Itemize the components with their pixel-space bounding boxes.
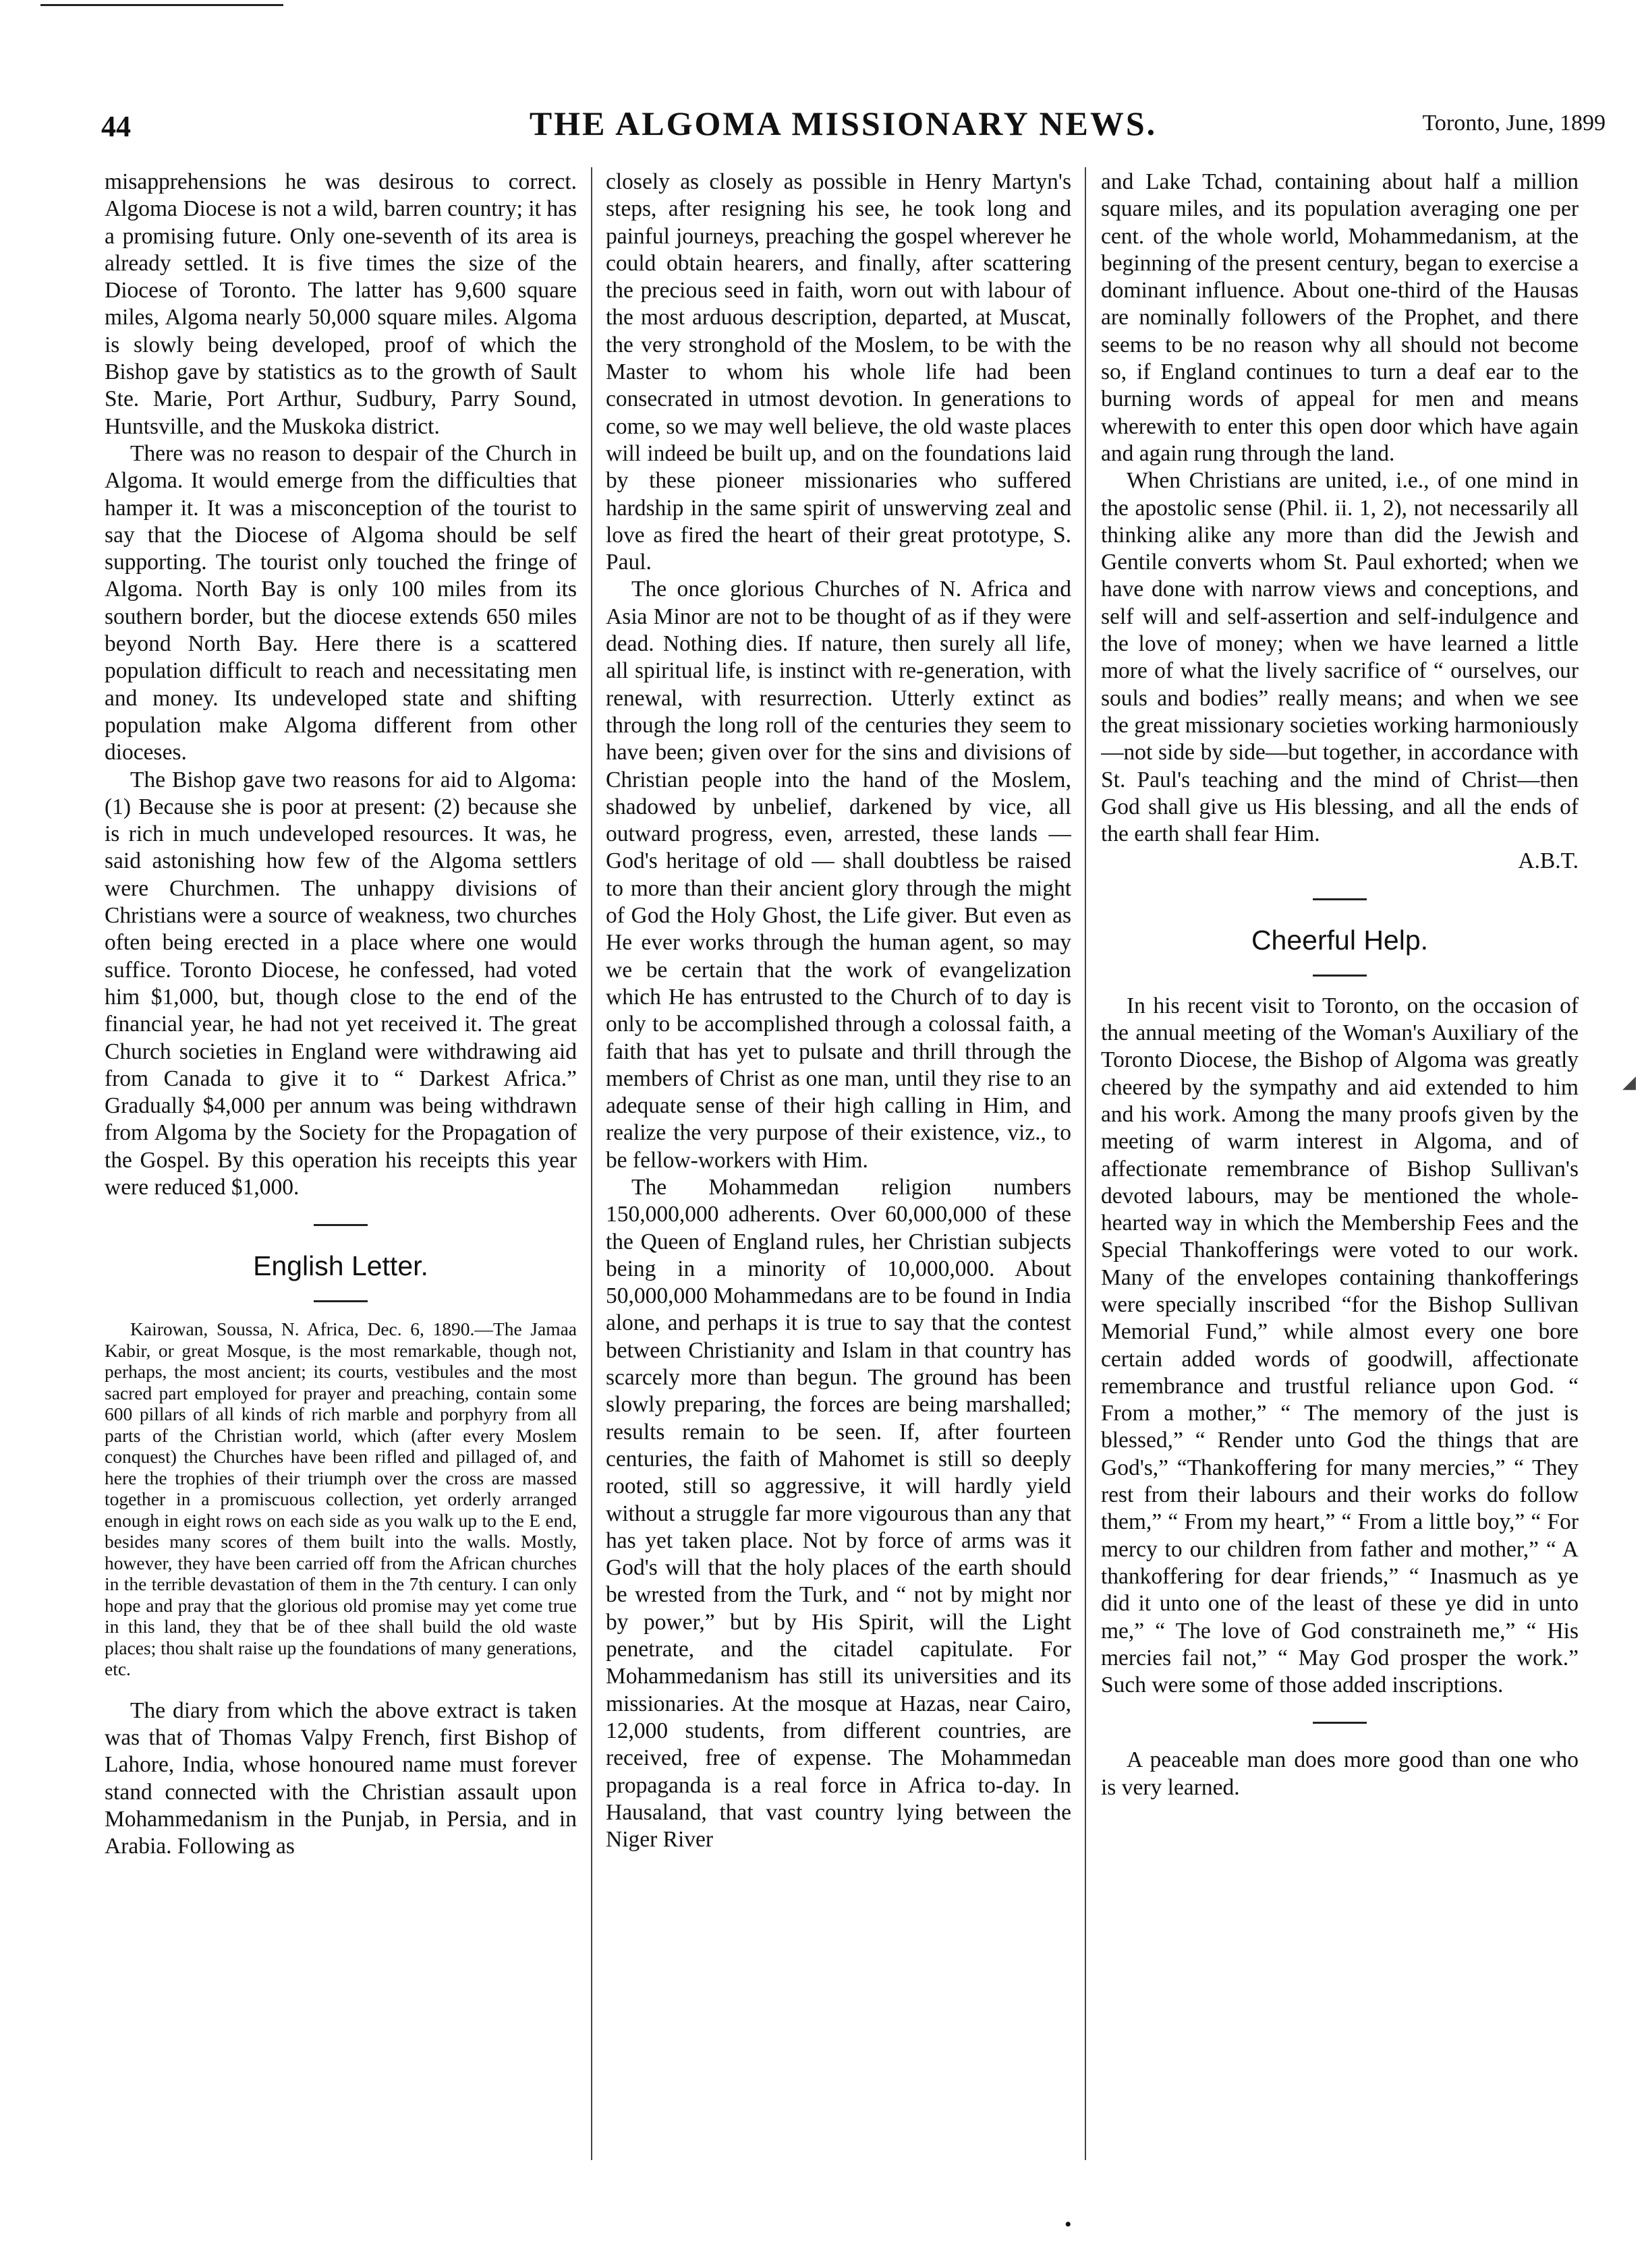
- column-1: [105, 169, 577, 2212]
- article-paragraph: closely as closely as possible in Henry Martyn's steps, after resigning his see, he took long and painful journeys, preaching the gospel wherever he could obtain hearers, and finally, after scattering the precious seed in faith, worn out with labour of the most arduous description, departed, at Muscat, the very stronghold of the Moslem, to be with the Master to whom his whole life had been consecrated in utmost devotion. In generations to come, so we may well believe, the old waste places will indeed be built up, and on the foundations laid by these pioneer missionaries who suffered hardship in the same spirit of unswerving zeal and love as fired the heart of their great prototype, S. Paul.: [606, 169, 1071, 575]
- letter-extract: Kairowan, Soussa, N. Africa, Dec. 6, 1890.—The Jamaa Kabir, or great Mosque, is the most remarkable, though not, perhaps, the most ancient; its courts, vestibules and the most sacred part employed for prayer and preaching, contain some 600 pillars of all kinds of rich marble and porphyry from all parts of the Christian world, which (after every Moslem conquest) the Churches have been rifled and pillaged of, and here the trophies of their triumph over the cross are massed together in a promiscuous collection, yet orderly arranged enough in eight rows on each side as you walk up to the E end, besides many scores of them built into the walls. Mostly, however, they have been carried off from the African churches in the terrible devastation of them in the 7th century. I can only hope and pray that the glorious old promise may yet come true in this land, they that be of thee shall build the old waste places; thou shalt raise up the foundations of many generations, etc.: [105, 1318, 577, 1680]
- column-3: [1101, 169, 1579, 2212]
- column-2: [606, 169, 1071, 2212]
- section-title-english-letter: English Letter.: [253, 1250, 428, 1282]
- issue-date: Toronto, June, 1899: [1422, 111, 1606, 136]
- top-rule: [40, 4, 283, 6]
- section-divider: [314, 1300, 368, 1302]
- column-rule: [591, 167, 592, 2160]
- article-paragraph: The once glorious Churches of N. Africa and Asia Minor are not to be thought of as if they were dead. Nothing dies. If nature, then surely all life, all spiritual life, is instinct with re-generation, with renewal, with resurrection. Utterly extinct as through the long roll of the centuries they seem to have been; given over for the sins and divisions of Christian people into the hand of the Moslem, shadowed by unbelief, darkened by vice, all outward progress, even, arrested, these lands — God's heritage of old — shall doubtless be raised to more than their ancient glory through the might of God the Holy Ghost, the Life giver. But even as He ever works through the human agent, so may we be certain that the work of evangelization which He has entrusted to the Church of to day is only to be accomplished through a colossal faith, a faith that has yet to pulsate and thrill through the members of Christ as one man, until they rise to an adequate sense of their high calling in Him, and realize the very purpose of their existence, viz., to be fellow-workers with Him.: [606, 577, 1071, 1173]
- article-paragraph: There was no reason to despair of the Church in Algoma. It would emerge from the difficulties that hamper it. It was a misconception of the tourist to say that the Diocese of Algoma should be self supporting. The tourist only touched the fringe of Algoma. North Bay is only 100 miles from its southern border, but the diocese extends 650 miles beyond North Bay. Here there is a scattered population difficult to reach and necessitating men and money. Its undeveloped state and shifting population make Algoma different from other dioceses.: [105, 440, 577, 765]
- article-paragraph: and Lake Tchad, containing about half a million square miles, and its population averaging one per cent. of the whole world, Mohammedanism, at the beginning of the present century, began to exercise a dominant influence. About one-third of the Hausas are nominally followers of the Prophet, and there seems to be no reason why all should not become so, if England continues to turn a deaf ear to the burning words of appeal for men and means wherewith to enter this open door which have again and again rung through the land.: [1101, 169, 1579, 466]
- signature: A.B.T.: [1518, 848, 1579, 874]
- page-number: 44: [101, 110, 131, 143]
- section-divider: [314, 1224, 368, 1226]
- article-paragraph: The Mohammedan religion numbers 150,000,000 adherents. Over 60,000,000 of these the Queen of England rules, her Christian subjects being in a minority of 10,000,000. About 50,000,000 Mohammedans are to be found in India alone, and perhaps it is true to say that the contest between Christianity and Islam in that country has scarcely more than begun. The ground has been slowly preparing, the forces are being marshalled; results remain to be seen. If, after fourteen centuries, the faith of Mahomet is still so deeply rooted, still so aggressive, it will hardly yield without a struggle far more vigourous than any that has yet taken place. Not by force of arms was it God's will that the holy places of the earth should be wrested from the Turk, and “ not by might nor by power,” but by His Spirit, will the Light penetrate, and the citadel capitulate. For Mohammedanism has still its universities and its missionaries. At the mosque at Hazas, near Cairo, 12,000 students, from different countries, are received, free of expense. The Mohammedan propaganda is a real force in Africa to-day. In Hausaland, that vast country lying between the Niger River: [606, 1174, 1071, 1853]
- section-title-cheerful-help: Cheerful Help.: [1251, 924, 1429, 956]
- section-divider: [1313, 1722, 1367, 1724]
- article-paragraph: When Christians are united, i.e., of one mind in the apostolic sense (Phil. ii. 1, 2), not necessarily all thinking alike any more than did the Jewish and Gentile converts whom St. Paul exhorted; when we have done with narrow views and conceptions, and self will and self-assertion and self-indulgence and the love of money; when we have learned a little more of what the lively sacrifice of “ ourselves, our souls and bodies” really means; and when we see the great missionary societies working harmoniously —not side by side—but together, in accordance with St. Paul's teaching and the mind of Christ—then God shall give us His blessing, and all the ends of the earth shall fear Him.: [1101, 468, 1579, 847]
- column-rule: [1085, 167, 1086, 2160]
- page-header: [94, 101, 1606, 155]
- article-paragraph: misapprehensions he was desirous to correct. Algoma Diocese is not a wild, barren country; it has a promising future. Only one-seventh of its area is already settled. It is five times the size of the Diocese of Toronto. The latter has 9,600 square miles, Algoma nearly 50,000 square miles. Algoma is slowly being developed, proof of which the Bishop gave by statistics as to the growth of Sault Ste. Marie, Port Arthur, Sudbury, Parry Sound, Huntsville, and the Muskoka district.: [105, 169, 577, 439]
- article-paragraph: In his recent visit to Toronto, on the occasion of the annual meeting of the Woman's Auxiliary of the Toronto Diocese, the Bishop of Algoma was greatly cheered by the sympathy and aid extended to him and his work. Among the many proofs given by the meeting of warm interest in Algoma, and of affectionate remembrance of Bishop Sullivan's devoted labours, may be mentioned the whole-hearted way in which the Membership Fees and the Special Thankofferings were voted to our work. Many of the envelopes containing thankofferings were specially inscribed “for the Bishop Sullivan Memorial Fund,” while almost every one bore certain added words of goodwill, affectionate remembrance and trustful reliance upon God. “ From a mother,” “ The memory of the just is blessed,” “ Render unto God the things that are God's,” “Thankoffering for many mercies,” “ They rest from their labours and their works do follow them,” “ From my heart,” “ From a little boy,” “ For mercy to our children from father and mother,” “ A thankoffering for dear friends,” “ Inasmuch as ye did it unto one of the least of these ye did in unto me,” “ The love of God constraineth me,” “ His mercies fail not,” “ May God prosper the work.” Such were some of those added inscriptions.: [1101, 993, 1579, 1698]
- article-paragraph: The diary from which the above extract is taken was that of Thomas Valpy French, first Bishop of Lahore, India, whose honoured name must forever stand connected with the Christian assault upon Mohammedanism in the Punjab, in Persia, and in Arabia. Following as: [105, 1697, 577, 1859]
- print-dot-icon: •: [1065, 2213, 1072, 2236]
- section-divider: [1313, 975, 1367, 977]
- article-paragraph: The Bishop gave two reasons for aid to Algoma: (1) Because she is poor at present: (2) because she is rich in much undeveloped resources. It was, he said astonishing how few of the Algoma settlers were Churchmen. The unhappy divisions of Christians were a source of weakness, two churches often being erected in a place where one would suffice. Toronto Diocese, he confessed, had voted him $1,000, but, though close to the end of the financial year, he had not yet received it. The great Church societies in England were withdrawing aid from Canada to give it to “ Darkest Africa.” Gradually $4,000 per annum was being withdrawn from Algoma by the Society for the Propagation of the Gospel. By this operation his receipts this year were reduced $1,000.: [105, 767, 577, 1200]
- section-divider: [1313, 898, 1367, 900]
- margin-mark-icon: ◢: [1622, 1072, 1636, 1092]
- closing-note: A peaceable man does more good than one who is very learned.: [1101, 1747, 1579, 1800]
- masthead-title: THE ALGOMA MISSIONARY NEWS.: [529, 105, 1158, 142]
